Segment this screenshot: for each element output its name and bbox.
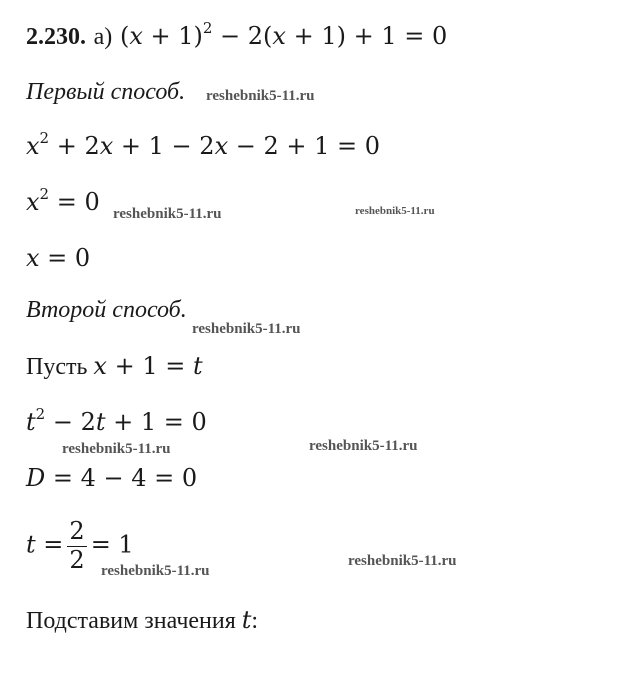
- watermark: reshebnik5-11.ru: [113, 206, 222, 222]
- watermark: reshebnik5-11.ru: [348, 553, 457, 569]
- problem-number: 2.230.: [26, 24, 86, 50]
- method2-quadratic: $t^2 - 2t + 1 = 0$: [26, 405, 207, 436]
- method2-discriminant: D = 4 − 4 = 0: [26, 464, 198, 492]
- watermark: reshebnik5-11.ru: [355, 205, 435, 217]
- watermark: reshebnik5-11.ru: [309, 438, 418, 454]
- watermark: reshebnik5-11.ru: [62, 441, 171, 457]
- problem-part: а): [93, 24, 113, 50]
- method2-heading: Второй способ.: [26, 297, 187, 323]
- watermark: reshebnik5-11.ru: [192, 321, 301, 337]
- method2-root: t = $\frac{2}{2}$ = 1: [26, 517, 134, 574]
- method2-substitute-text: Подставим значения t:: [26, 606, 259, 634]
- root-fraction: $\frac{2}{2}$: [69, 517, 85, 574]
- watermark: reshebnik5-11.ru: [101, 563, 210, 579]
- problem-title: [26, 19, 448, 50]
- method1-heading: Первый способ.: [26, 79, 186, 105]
- watermark: reshebnik5-11.ru: [206, 88, 315, 104]
- method2-substitution: Пусть x + 1 = t: [26, 352, 203, 380]
- problem-equation: $(x + 1)^2 - 2(x + 1) + 1 = 0$: [119, 19, 448, 50]
- method1-step2: $x^2 = 0$: [26, 185, 100, 216]
- method1-step1: $x^2 + 2x + 1 - 2x - 2 + 1 = 0$: [26, 129, 381, 160]
- method1-step3: x = 0: [26, 244, 91, 272]
